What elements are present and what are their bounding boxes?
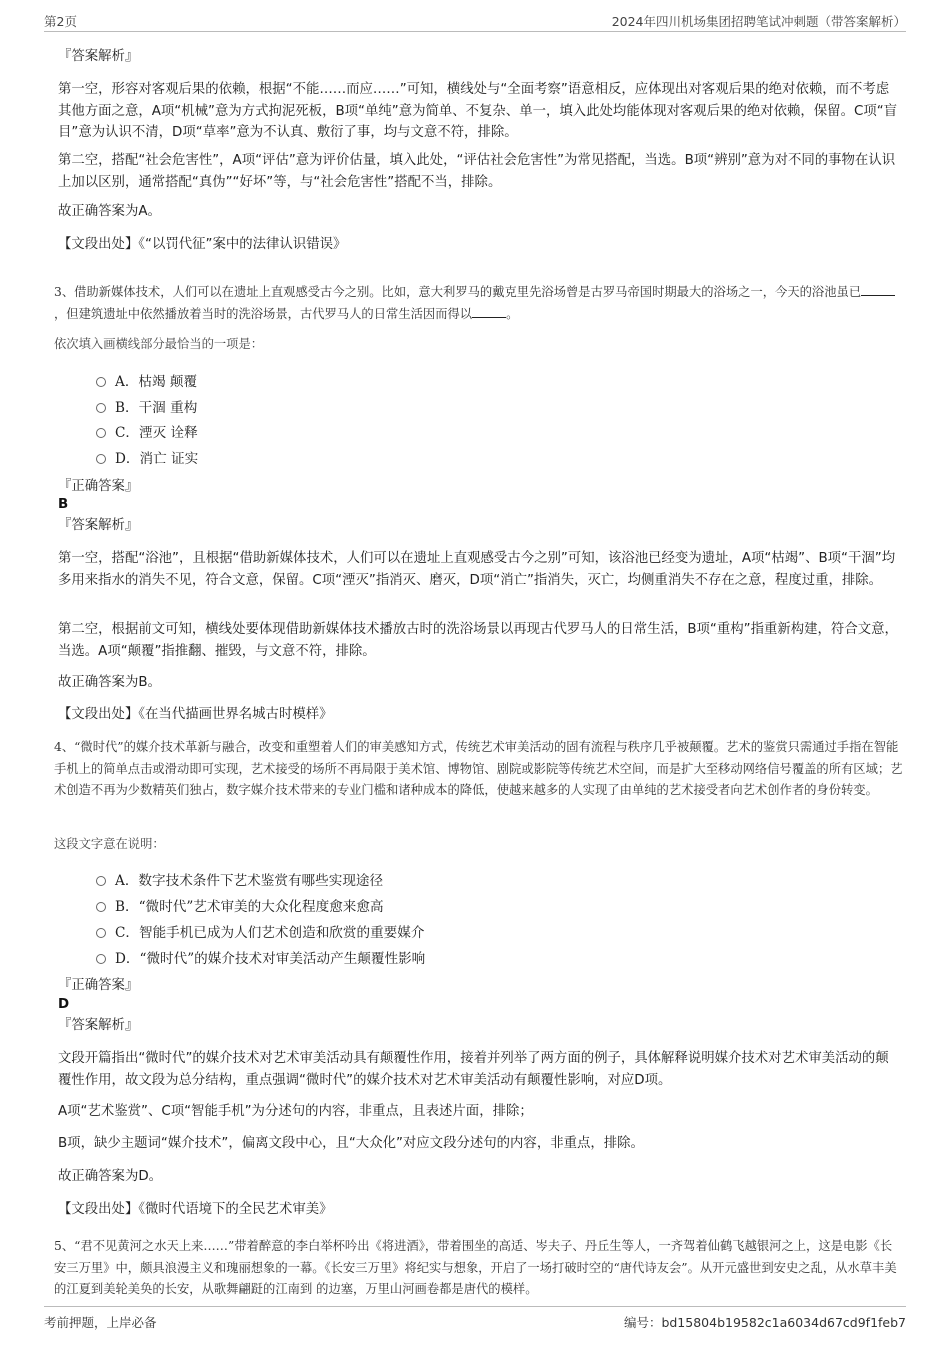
- correct-answer-label: 『正确答案』: [58, 978, 139, 993]
- correct-answer-label: 『正确答案』: [58, 479, 139, 494]
- analysis-label: 『答案解析』: [58, 49, 139, 64]
- q3-blank-2: [472, 305, 506, 318]
- q4-instruction: 这段文字意在说明：: [54, 837, 165, 851]
- radio-icon[interactable]: [96, 876, 106, 886]
- q4-answer: D: [58, 997, 70, 1012]
- q4-option-d[interactable]: D．“微时代”的媒介技术对审美活动产生颠覆性影响: [96, 948, 425, 970]
- q3-stem: 3、借助新媒体技术，人们可以在遗址上直观感受古今之别。比如，意大利罗马的戴克里先浴场曾是古罗马帝国时期最大的浴场之一，今天的浴池虽已，但建筑遗址中依然播放着当时的洗浴场景，古代罗马人的日常生活因而得以 。: [54, 282, 904, 325]
- q3-option-a[interactable]: A．枯竭 颠覆: [96, 371, 197, 393]
- q3-analysis-p2: 第二空，根据前文可知，横线处要体现借助新媒体技术播放古时的洗浴场景以再现古代罗马人的日常生活，B项“重构”指重新构建，符合文意，当选。A项“颠覆”指推翻、摧毁，与文意不符，排除。: [58, 622, 898, 659]
- page-number: 第2页: [44, 14, 77, 29]
- radio-icon[interactable]: [96, 428, 106, 438]
- q3-analysis-p3: 故正确答案为B。: [58, 675, 161, 690]
- radio-icon[interactable]: [96, 928, 106, 938]
- q5-stem: 5、“君不见黄河之水天上来……”带着醉意的李白举杯吟出《将进酒》，带着围坐的高适、岑夫子、丹丘生等人，一齐驾着仙鹤飞越银河之上，这是电影《长安三万里》中，颇具浪漫主义和瑰丽想象的一幕。《长安三万里》将纪实与想象，开启了一场打破时空的“唐代诗友会”。从开元盛世到安史之乱，从水草丰美的江夏到美轮美奂的长安，从歌舞翩跹的江南到 的边塞，万里山河画卷都是唐代的模样。: [54, 1239, 897, 1296]
- q4-analysis-p2: A项“艺术鉴赏”、C项“智能手机”为分述句的内容，非重点，且表述片面，排除；: [58, 1104, 533, 1119]
- q4-stem: 4、“微时代”的媒介技术革新与融合，改变和重塑着人们的审美感知方式，传统艺术审美活动的固有流程与秩序几乎被颠覆。艺术的鉴赏只需通过手指在智能手机上的简单点击或滑动即可实现，艺术接受的场所不再局限于美术馆、博物馆、剧院或影院等传统艺术空间，而是扩大至移动网络信号覆盖的所有区域；艺术创造不再为少数精英们独占，数字媒介技术带来的专业门槛和诸种成本的降低，使越来越多的人实现了由单纯的艺术接受者向艺术创作者的身份转变。: [54, 740, 903, 797]
- radio-icon[interactable]: [96, 403, 106, 413]
- document-title: 2024年四川机场集团招聘笔试冲刺题（带答案解析）: [611, 14, 906, 29]
- q4-option-a[interactable]: A．数字技术条件下艺术鉴赏有哪些实现途径: [96, 870, 383, 892]
- footer-divider: [44, 1306, 906, 1307]
- q3-analysis-p1: 第一空，搭配“浴池”，且根据“借助新媒体技术，人们可以在遗址上直观感受古今之别”可知，该浴池已经变为遗址，A项“枯竭”、B项“干涸”均多用来指水的消失不见，符合文意，保留。C项“湮灭”指消灭、磨灭，D项“消亡”指消失，灭亡，均侧重消失不存在之意，程度过重，排除。: [58, 551, 896, 588]
- q3-answer: B: [58, 497, 69, 512]
- q3-source: 【文段出处】《在当代描画世界名城古时模样》: [58, 707, 333, 722]
- page-header: [44, 12, 906, 30]
- prev-analysis-p1: 第一空，形容对客观后果的依赖，根据“不能……而应……”可知，横线处与“全面考察”语意相反，应体现出对客观后果的绝对依赖，而不考虑其他方面之意，A项“机械”意为方式拘泥死板，B项“单纯”意为简单、不复杂、单一，填入此处均能体现对客观后果的绝对依赖，保留。C项“盲目”意为认识不清，D项“草率”意为不认真、敷衍了事，均与文意不符，排除。: [58, 82, 898, 140]
- q3-blank-1: [861, 283, 895, 296]
- q4-analysis-p3: B项，缺少主题词“媒介技术”，偏离文段中心，且“大众化”对应文段分述句的内容，非重点，排除。: [58, 1136, 644, 1151]
- prev-source: 【文段出处】《“以罚代征”案中的法律认识错误》: [58, 237, 347, 252]
- q4-option-c[interactable]: C．智能手机已成为人们艺术创造和欣赏的重要媒介: [96, 922, 424, 944]
- radio-icon[interactable]: [96, 954, 106, 964]
- document-code: 编号：bd15804b19582c1a6034d67cd9f1feb7: [623, 1315, 906, 1330]
- analysis-label: 『答案解析』: [58, 1018, 139, 1033]
- q3-option-d[interactable]: D．消亡 证实: [96, 448, 198, 470]
- q4-analysis-p1: 文段开篇指出“微时代”的媒介技术对艺术审美活动具有颠覆性作用，接着并列举了两方面的例子，具体解释说明媒介技术对艺术审美活动的颠覆性作用，故文段为总分结构，重点强调“微时代”的媒介技术对艺术审美活动有颠覆性影响，对应D项。: [58, 1051, 889, 1088]
- q4-analysis-p4: 故正确答案为D。: [58, 1169, 163, 1184]
- prev-analysis-p3: 故正确答案为A。: [58, 204, 161, 219]
- page-footer: [44, 1313, 906, 1331]
- header-divider: [44, 31, 906, 32]
- prev-analysis-p2: 第二空，搭配“社会危害性”，A项“评估”意为评价估量，填入此处，“评估社会危害性”为常见搭配，当选。B项“辨别”意为对不同的事物在认识上加以区别，通常搭配“真伪”“好坏”等，与“社会危害性”搭配不当，排除。: [58, 153, 896, 190]
- analysis-label: 『答案解析』: [58, 518, 139, 533]
- radio-icon[interactable]: [96, 902, 106, 912]
- footer-slogan: 考前押题，上岸必备: [44, 1315, 157, 1330]
- q4-option-b[interactable]: B．“微时代”艺术审美的大众化程度愈来愈高: [96, 896, 384, 918]
- q3-option-c[interactable]: C．湮灭 诠释: [96, 422, 198, 444]
- radio-icon[interactable]: [96, 377, 106, 387]
- q3-instruction: 依次填入画横线部分最恰当的一项是：: [54, 337, 264, 351]
- q3-option-b[interactable]: B．干涸 重构: [96, 397, 197, 419]
- radio-icon[interactable]: [96, 454, 106, 464]
- q4-source: 【文段出处】《微时代语境下的全民艺术审美》: [58, 1202, 333, 1217]
